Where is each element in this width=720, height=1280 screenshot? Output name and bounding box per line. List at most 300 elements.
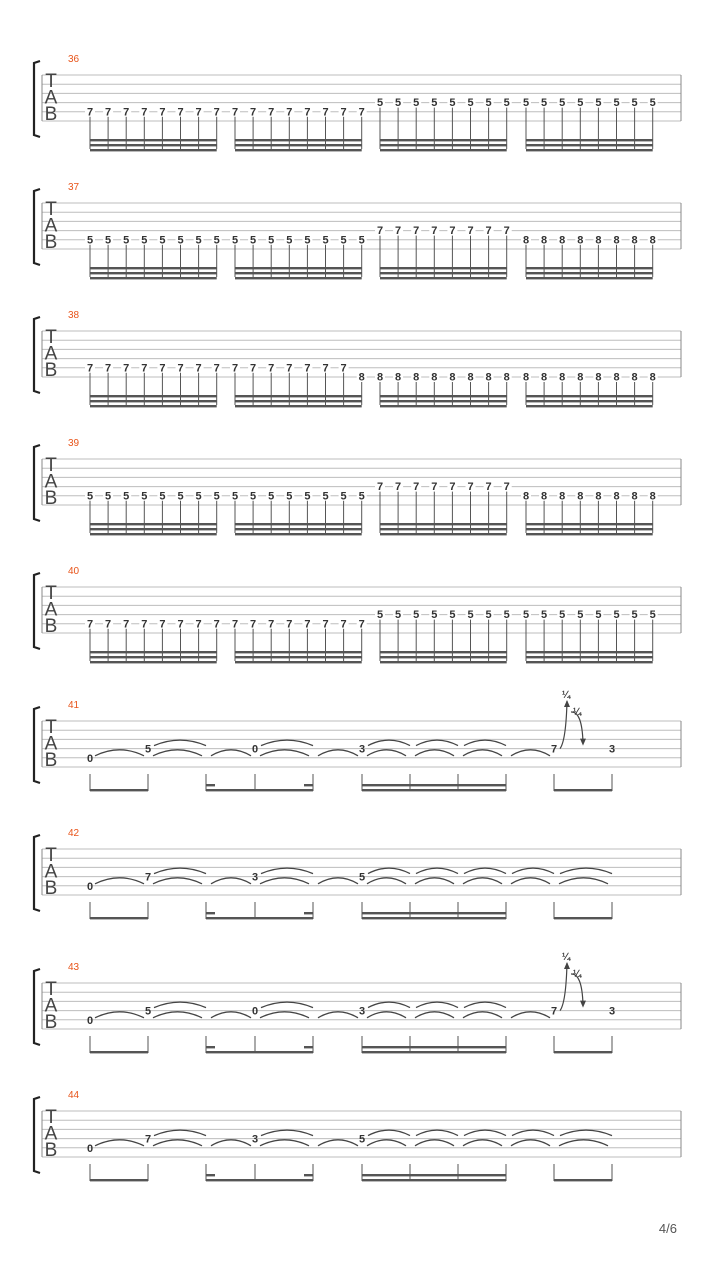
release-arrowhead — [580, 1001, 586, 1008]
fret-number: 3 — [358, 743, 366, 756]
fret-number: 8 — [577, 234, 584, 247]
fret-number: 5 — [177, 234, 184, 247]
beam — [526, 272, 653, 274]
fret-number: 5 — [123, 490, 130, 503]
tie-arc — [153, 1012, 202, 1018]
fret-number: 7 — [141, 106, 148, 119]
fret-number: 7 — [231, 618, 239, 631]
beam — [90, 917, 148, 919]
fret-number: 7 — [144, 871, 152, 884]
tie-arc — [416, 868, 458, 874]
fret-number: 7 — [485, 481, 492, 494]
beam — [380, 405, 507, 407]
tab-clef-letter: T — [45, 583, 57, 604]
tie-arc — [463, 878, 502, 884]
beam — [90, 395, 217, 397]
fret-number: 7 — [304, 362, 311, 375]
beam — [380, 533, 507, 535]
beam — [90, 656, 217, 658]
tab-clef-letter: A — [44, 995, 58, 1017]
beam — [235, 267, 362, 269]
fret-number: 7 — [431, 481, 438, 494]
beam-partial — [304, 784, 313, 786]
fret-number: 5 — [358, 871, 366, 884]
measure-number: 40 — [68, 566, 80, 577]
fret-number: 8 — [503, 371, 510, 384]
beam — [526, 395, 653, 397]
tie-arc — [415, 750, 454, 756]
tie-arc — [511, 750, 550, 756]
tab-clef-letter: T — [45, 717, 57, 738]
tab-clef-letter: B — [44, 1012, 58, 1033]
system-bracket — [34, 573, 40, 649]
tie-arc — [368, 1002, 410, 1008]
tab-clef-letter: B — [44, 104, 58, 125]
beam — [90, 400, 217, 402]
fret-number: 7 — [268, 362, 275, 375]
fret-number: 5 — [195, 234, 202, 247]
tie-arc — [260, 878, 309, 884]
fret-number: 7 — [250, 106, 257, 119]
fret-number: 7 — [340, 106, 347, 119]
beam — [526, 400, 653, 402]
fret-number: 7 — [286, 618, 293, 631]
fret-number: 5 — [358, 1133, 366, 1146]
fret-number: 7 — [105, 106, 112, 119]
tie-arc — [154, 1130, 206, 1136]
fret-number: 5 — [286, 234, 293, 247]
fret-number: 8 — [522, 490, 530, 503]
beam — [380, 395, 507, 397]
fret-number: 7 — [550, 1005, 558, 1018]
beam — [90, 405, 217, 407]
beam-partial — [206, 784, 215, 786]
fret-number: 3 — [251, 871, 259, 884]
fret-number: 5 — [649, 97, 656, 110]
fret-number: 7 — [231, 362, 239, 375]
fret-number: 5 — [231, 490, 239, 503]
fret-number: 0 — [86, 1142, 94, 1155]
beam — [362, 784, 506, 786]
fret-number: 0 — [86, 1014, 94, 1027]
fret-number: 7 — [159, 362, 166, 375]
fret-number: 5 — [286, 490, 293, 503]
beam — [526, 267, 653, 269]
beam — [235, 395, 362, 397]
fret-number: 5 — [177, 490, 184, 503]
fret-number: 7 — [449, 481, 456, 494]
tie-arc — [154, 868, 206, 874]
fret-number: 5 — [376, 609, 384, 622]
beam — [362, 1174, 506, 1176]
tie-arc — [318, 878, 358, 884]
tab-clef-letter: A — [44, 733, 58, 755]
beam — [362, 917, 506, 919]
fret-number: 5 — [358, 234, 365, 247]
beam — [380, 661, 507, 663]
fret-number: 5 — [304, 234, 311, 247]
fret-number: 5 — [413, 609, 420, 622]
fret-number: 7 — [195, 362, 202, 375]
fret-number: 5 — [144, 743, 152, 756]
beam-partial — [206, 912, 215, 914]
beam — [206, 789, 313, 791]
tie-arc — [367, 1012, 406, 1018]
fret-number: 8 — [413, 371, 420, 384]
bend-arrow — [560, 963, 567, 1011]
tab-clef-letter: T — [45, 845, 57, 866]
beam — [235, 523, 362, 525]
beam — [362, 1051, 506, 1053]
fret-number: 8 — [631, 371, 638, 384]
beam — [235, 656, 362, 658]
beam — [90, 277, 217, 279]
tie-arc — [153, 878, 202, 884]
fret-number: 5 — [322, 234, 329, 247]
tie-arc — [318, 1140, 358, 1146]
fret-number: 5 — [649, 609, 656, 622]
tab-clef-letter: B — [44, 750, 58, 771]
fret-number: 5 — [503, 609, 510, 622]
fret-number: 7 — [413, 225, 420, 238]
tie-arc — [416, 1002, 458, 1008]
bend-arrow — [560, 701, 567, 749]
beam — [380, 656, 507, 658]
system-bracket — [34, 1097, 40, 1173]
tab-clef-letter: B — [44, 1140, 58, 1161]
fret-number: 7 — [395, 481, 402, 494]
fret-number: 5 — [395, 97, 402, 110]
fret-number: 7 — [395, 225, 402, 238]
tie-arc — [153, 750, 202, 756]
bend-amount: ¼ — [561, 952, 571, 963]
beam — [526, 144, 653, 146]
fret-number: 7 — [431, 225, 438, 238]
measure-number: 42 — [68, 828, 80, 839]
tie-arc — [211, 750, 251, 756]
tie-arc — [463, 1140, 502, 1146]
tie-arc — [416, 740, 458, 746]
fret-number: 5 — [322, 490, 329, 503]
fret-number: 8 — [376, 371, 384, 384]
fret-number: 5 — [141, 490, 148, 503]
fret-number: 5 — [613, 97, 620, 110]
tie-arc — [416, 1130, 458, 1136]
fret-number: 8 — [595, 371, 602, 384]
fret-number: 7 — [250, 618, 257, 631]
fret-number: 5 — [522, 609, 530, 622]
fret-number: 8 — [577, 371, 584, 384]
fret-number: 7 — [467, 225, 474, 238]
fret-number: 5 — [376, 97, 384, 110]
tie-arc — [559, 1140, 608, 1146]
fret-number: 5 — [522, 97, 530, 110]
beam — [90, 651, 217, 653]
system-bracket — [34, 707, 40, 783]
fret-number: 7 — [340, 618, 347, 631]
tab-clef-letter: A — [44, 343, 58, 365]
fret-number: 5 — [304, 490, 311, 503]
tie-arc — [463, 750, 502, 756]
beam — [362, 1046, 506, 1048]
fret-number: 3 — [251, 1133, 259, 1146]
beam-partial — [304, 1174, 313, 1176]
fret-number: 5 — [541, 97, 548, 110]
fret-number: 5 — [250, 490, 257, 503]
beam — [526, 651, 653, 653]
fret-number: 7 — [105, 618, 112, 631]
beam — [90, 1051, 148, 1053]
fret-number: 8 — [649, 234, 656, 247]
measure-number: 41 — [68, 700, 80, 711]
beam — [235, 149, 362, 151]
fret-number: 7 — [286, 362, 293, 375]
beam — [90, 523, 217, 525]
tie-arc — [415, 878, 454, 884]
tie-arc — [464, 1002, 506, 1008]
fret-number: 8 — [541, 234, 548, 247]
beam — [235, 651, 362, 653]
fret-number: 8 — [613, 371, 620, 384]
system-bracket — [34, 445, 40, 521]
fret-number: 8 — [631, 234, 638, 247]
fret-number: 5 — [595, 97, 602, 110]
fret-number: 5 — [159, 490, 166, 503]
fret-number: 8 — [613, 234, 620, 247]
tie-arc — [318, 750, 358, 756]
beam — [526, 661, 653, 663]
fret-number: 7 — [86, 106, 94, 119]
fret-number: 7 — [358, 618, 365, 631]
fret-number: 5 — [159, 234, 166, 247]
tab-clef-letter: B — [44, 232, 58, 253]
beam — [380, 149, 507, 151]
fret-number: 7 — [231, 106, 239, 119]
beam — [90, 144, 217, 146]
tie-arc — [153, 1140, 202, 1146]
fret-number: 5 — [559, 97, 566, 110]
fret-number: 7 — [141, 618, 148, 631]
fret-number: 7 — [322, 106, 329, 119]
beam — [380, 528, 507, 530]
fret-number: 5 — [105, 234, 112, 247]
fret-number: 8 — [559, 371, 566, 384]
tie-arc — [261, 868, 313, 874]
tab-clef-letter: A — [44, 861, 58, 883]
fret-number: 8 — [595, 490, 602, 503]
tie-arc — [261, 1130, 313, 1136]
beam — [526, 656, 653, 658]
tie-arc — [367, 878, 406, 884]
fret-number: 5 — [467, 97, 474, 110]
fret-number: 0 — [251, 1005, 259, 1018]
tie-arc — [211, 878, 251, 884]
beam — [235, 405, 362, 407]
tie-arc — [261, 740, 313, 746]
fret-number: 8 — [522, 234, 530, 247]
fret-number: 5 — [485, 97, 492, 110]
beam — [90, 533, 217, 535]
beam — [90, 528, 217, 530]
fret-number: 8 — [541, 371, 548, 384]
tab-clef-letter: T — [45, 979, 57, 1000]
fret-number: 8 — [485, 371, 492, 384]
fret-number: 5 — [340, 490, 347, 503]
fret-number: 5 — [231, 234, 239, 247]
fret-number: 5 — [449, 97, 456, 110]
fret-number: 7 — [123, 618, 130, 631]
beam — [380, 139, 507, 141]
tie-arc — [464, 868, 506, 874]
beam — [554, 1179, 612, 1181]
fret-number: 7 — [123, 362, 130, 375]
tie-arc — [154, 740, 206, 746]
tie-arc — [211, 1140, 251, 1146]
fret-number: 5 — [86, 234, 94, 247]
fret-number: 7 — [322, 362, 329, 375]
beam — [235, 272, 362, 274]
tie-arc — [415, 1012, 454, 1018]
fret-number: 5 — [467, 609, 474, 622]
beam — [90, 661, 217, 663]
fret-number: 7 — [304, 106, 311, 119]
measure-number: 39 — [68, 438, 80, 449]
tie-arc — [464, 1130, 506, 1136]
fret-number: 5 — [449, 609, 456, 622]
fret-number: 8 — [595, 234, 602, 247]
beam — [90, 267, 217, 269]
beam-partial — [304, 1046, 313, 1048]
fret-number: 5 — [485, 609, 492, 622]
fret-number: 8 — [631, 490, 638, 503]
tie-arc — [368, 740, 410, 746]
beam — [206, 1179, 313, 1181]
fret-number: 7 — [250, 362, 257, 375]
beam — [90, 149, 217, 151]
tab-clef-letter: B — [44, 878, 58, 899]
release-arrowhead — [580, 739, 586, 746]
tie-arc — [95, 1012, 144, 1018]
beam — [526, 523, 653, 525]
fret-number: 7 — [376, 481, 384, 494]
fret-number: 5 — [431, 609, 438, 622]
tie-arc — [415, 1140, 454, 1146]
beam — [235, 400, 362, 402]
fret-number: 5 — [141, 234, 148, 247]
fret-number: 7 — [195, 618, 202, 631]
fret-number: 7 — [322, 618, 329, 631]
beam — [90, 272, 217, 274]
fret-number: 5 — [105, 490, 112, 503]
fret-number: 7 — [213, 362, 220, 375]
measure-number: 38 — [68, 310, 80, 321]
fret-number: 7 — [503, 225, 510, 238]
tie-arc — [367, 750, 406, 756]
tie-arc — [512, 868, 554, 874]
system-bracket — [34, 61, 40, 137]
fret-number: 8 — [358, 371, 365, 384]
tie-arc — [512, 1130, 554, 1136]
beam — [206, 1051, 313, 1053]
tie-arc — [260, 1012, 309, 1018]
tab-clef-letter: B — [44, 616, 58, 637]
beam-partial — [206, 1174, 215, 1176]
fret-number: 5 — [541, 609, 548, 622]
tie-arc — [260, 750, 309, 756]
fret-number: 7 — [86, 618, 94, 631]
beam — [380, 267, 507, 269]
fret-number: 7 — [304, 618, 311, 631]
beam-partial — [206, 1046, 215, 1048]
beam — [380, 272, 507, 274]
tie-arc — [368, 1130, 410, 1136]
fret-number: 5 — [123, 234, 130, 247]
tab-clef-letter: T — [45, 327, 57, 348]
tie-arc — [211, 1012, 251, 1018]
fret-number: 8 — [613, 490, 620, 503]
fret-number: 5 — [358, 490, 365, 503]
tie-arc — [560, 868, 612, 874]
fret-number: 5 — [413, 97, 420, 110]
fret-number: 7 — [503, 481, 510, 494]
fret-number: 7 — [159, 618, 166, 631]
tie-arc — [559, 878, 608, 884]
measure-number: 44 — [68, 1090, 80, 1101]
fret-number: 7 — [376, 225, 384, 238]
fret-number: 7 — [467, 481, 474, 494]
beam — [526, 277, 653, 279]
beam — [380, 144, 507, 146]
fret-number: 8 — [577, 490, 584, 503]
tab-clef-letter: T — [45, 71, 57, 92]
fret-number: 8 — [541, 490, 548, 503]
tab-clef-letter: T — [45, 1107, 57, 1128]
fret-number: 7 — [123, 106, 130, 119]
fret-number: 7 — [177, 618, 184, 631]
fret-number: 7 — [268, 618, 275, 631]
beam — [554, 917, 612, 919]
system-bracket — [34, 317, 40, 393]
beam — [235, 277, 362, 279]
tie-arc — [261, 1002, 313, 1008]
tab-clef-letter: A — [44, 215, 58, 237]
beam — [235, 139, 362, 141]
fret-number: 5 — [431, 97, 438, 110]
fret-number: 3 — [608, 1005, 616, 1018]
fret-number: 7 — [340, 362, 347, 375]
fret-number: 0 — [86, 752, 94, 765]
fret-number: 5 — [86, 490, 94, 503]
fret-number: 8 — [559, 490, 566, 503]
fret-number: 7 — [144, 1133, 152, 1146]
fret-number: 7 — [413, 481, 420, 494]
tie-arc — [560, 1130, 612, 1136]
tie-arc — [95, 1140, 144, 1146]
beam — [554, 789, 612, 791]
fret-number: 8 — [467, 371, 474, 384]
fret-number: 8 — [649, 371, 656, 384]
fret-number: 3 — [358, 1005, 366, 1018]
fret-number: 5 — [503, 97, 510, 110]
fret-number: 8 — [431, 371, 438, 384]
tab-clef-letter: A — [44, 1123, 58, 1145]
fret-number: 5 — [577, 97, 584, 110]
system-bracket — [34, 189, 40, 265]
fret-number: 5 — [213, 490, 220, 503]
tie-arc — [464, 740, 506, 746]
fret-number: 5 — [268, 234, 275, 247]
tie-arc — [511, 878, 550, 884]
